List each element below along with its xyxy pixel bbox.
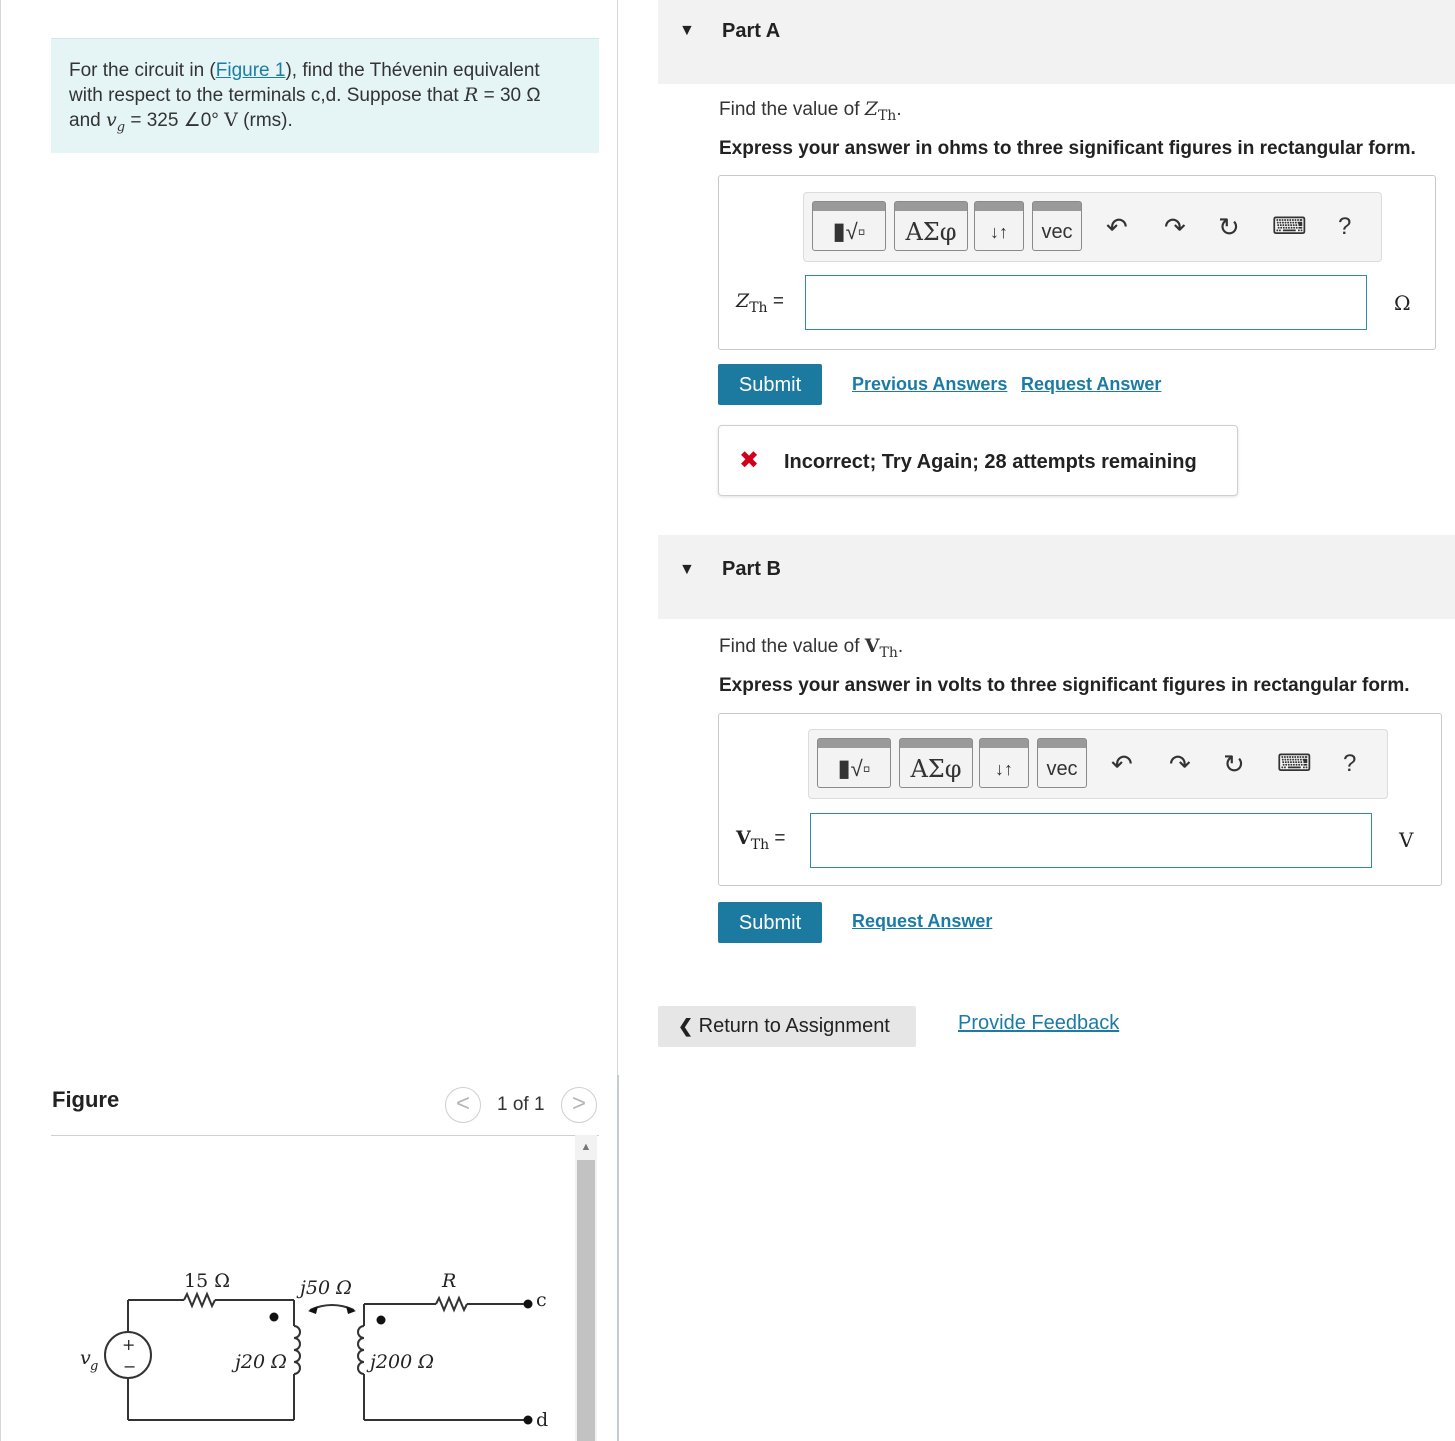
r15-label: 15 Ω [184, 1270, 230, 1292]
problem-text: For the circuit in ( [69, 60, 216, 81]
source-subscript: g [116, 119, 126, 135]
undo-icon[interactable]: ↶ [1106, 212, 1128, 242]
question-punct: . [897, 636, 904, 657]
j20-label: j20 Ω [235, 1351, 287, 1373]
source-rms: (rms). [237, 110, 293, 131]
template-button[interactable] [812, 201, 886, 251]
problem-text: with respect to the terminals c,d. Suppose that [69, 85, 459, 106]
R-label: R [442, 1270, 457, 1292]
part-a-title[interactable]: Part A [722, 20, 781, 42]
vg-label: v [80, 1347, 91, 1369]
arrows-icon: ↓↑ [990, 222, 1008, 242]
variable-equals: = [767, 291, 784, 312]
greek-button[interactable] [899, 738, 973, 788]
vg-subscript: g [90, 1359, 99, 1374]
keyboard-icon[interactable]: ⌨ [1277, 750, 1312, 777]
variable-symbol: V [736, 827, 751, 849]
part-b-submit-button[interactable]: Submit [718, 902, 822, 943]
greek-label: ΑΣφ [905, 218, 957, 246]
greek-label: ΑΣφ [910, 755, 962, 783]
feedback-text: Incorrect; Try Again; 28 attempts remaining [784, 451, 1197, 473]
part-a-submit-button[interactable]: Submit [718, 364, 822, 405]
keyboard-icon[interactable]: ⌨ [1272, 213, 1307, 240]
terminal-c [524, 1300, 533, 1309]
help-icon[interactable]: ? [1343, 750, 1357, 777]
variable-symbol: Z [736, 290, 750, 312]
part-a-question [719, 98, 902, 124]
question-subscript: Th [879, 644, 898, 661]
scroll-up-icon[interactable]: ▲ [580, 1141, 592, 1153]
figure-scrollbar-thumb[interactable] [577, 1160, 595, 1441]
variable-subscript: Th [749, 299, 768, 316]
error-x-icon: ✖ [739, 447, 760, 474]
figure-divider [51, 1135, 599, 1136]
chevron-left-icon: ❮ [678, 1016, 694, 1036]
left-edge-divider [0, 0, 1, 1441]
dot-marker [377, 1316, 386, 1325]
source-value: = 325 ∠0° [125, 110, 219, 131]
part-b-request-answer-link[interactable]: Request Answer [852, 911, 993, 931]
caret-down-icon[interactable]: ▼ [679, 22, 695, 39]
previous-answers-link[interactable]: Previous Answers [852, 374, 1008, 394]
source-symbol: v [105, 109, 117, 131]
j200-label: j200 Ω [370, 1351, 434, 1373]
figure-counter: 1 of 1 [497, 1094, 545, 1115]
reset-icon[interactable]: ↻ [1223, 749, 1245, 779]
question-text: Find the value of [719, 636, 865, 657]
figure-prev-button[interactable] [445, 1087, 481, 1123]
figure-next-button[interactable] [561, 1087, 597, 1123]
part-b-unit: V [1399, 828, 1414, 852]
question-punct: . [896, 99, 902, 120]
problem-statement [51, 38, 599, 153]
vec-label: vec [1041, 221, 1073, 243]
chevron-left-icon: < [455, 1090, 470, 1117]
subscript-button[interactable] [979, 738, 1029, 788]
circuit-diagram [70, 1262, 570, 1441]
v-th-input[interactable] [810, 813, 1372, 868]
part-a-variable-label [736, 290, 784, 316]
dot-marker [270, 1313, 279, 1322]
feedback-message [718, 425, 1238, 496]
vector-button[interactable] [1032, 201, 1082, 251]
vector-button[interactable] [1037, 738, 1087, 788]
variable-equals: = [769, 828, 786, 849]
help-icon[interactable]: ? [1338, 213, 1352, 240]
source-unit: V [224, 109, 238, 131]
z-th-input[interactable] [805, 275, 1367, 330]
part-a-unit: Ω [1394, 291, 1411, 315]
part-b-instructions: Express your answer in volts to three significant figures in rectangular form. [719, 675, 1410, 696]
part-b-title[interactable]: Part B [722, 558, 781, 580]
resistor-symbol: R [464, 84, 479, 106]
template-button[interactable] [817, 738, 891, 788]
chevron-right-icon: > [571, 1090, 586, 1117]
subscript-button[interactable] [974, 201, 1024, 251]
redo-icon[interactable]: ↷ [1169, 749, 1191, 779]
part-a-instructions: Express your answer in ohms to three significant figures in rectangular form. [719, 138, 1416, 159]
question-symbol: V [864, 635, 880, 657]
variable-subscript: Th [750, 836, 770, 853]
question-symbol: Z [864, 98, 878, 120]
template-icon: ▮√▫ [832, 218, 866, 245]
return-to-assignment-button[interactable] [658, 1006, 916, 1047]
problem-text: ), find the Thévenin equivalent [285, 60, 540, 81]
question-text: Find the value of [719, 99, 865, 120]
arrows-icon: ↓↑ [995, 759, 1013, 779]
part-a-request-answer-link[interactable]: Request Answer [1021, 374, 1162, 394]
reset-icon[interactable]: ↻ [1218, 212, 1240, 242]
part-b-variable-label [736, 827, 785, 853]
j50-label: j50 Ω [300, 1277, 352, 1299]
template-icon: ▮√▫ [837, 755, 871, 782]
problem-text: and [69, 110, 101, 131]
figure-panel-edge [617, 1075, 619, 1441]
c-label: c [536, 1289, 547, 1311]
minus-sign: − [123, 1357, 137, 1376]
d-label: d [536, 1409, 549, 1431]
provide-feedback-link[interactable]: Provide Feedback [958, 1012, 1120, 1034]
undo-icon[interactable]: ↶ [1111, 749, 1133, 779]
terminal-d [524, 1416, 533, 1425]
part-b-math-toolbar [808, 729, 1388, 799]
resistor-value: = 30 Ω [478, 85, 541, 106]
figure-title: Figure [52, 1087, 120, 1112]
figure-link[interactable]: Figure 1 [215, 60, 286, 81]
greek-button[interactable] [894, 201, 968, 251]
return-label: Return to Assignment [698, 1015, 890, 1037]
question-subscript: Th [877, 107, 897, 124]
vec-label: vec [1046, 758, 1078, 780]
plus-sign: + [122, 1335, 136, 1354]
part-a-math-toolbar [803, 192, 1382, 262]
part-b-question [719, 635, 903, 661]
caret-down-icon[interactable]: ▼ [679, 561, 695, 578]
redo-icon[interactable]: ↷ [1164, 212, 1186, 242]
